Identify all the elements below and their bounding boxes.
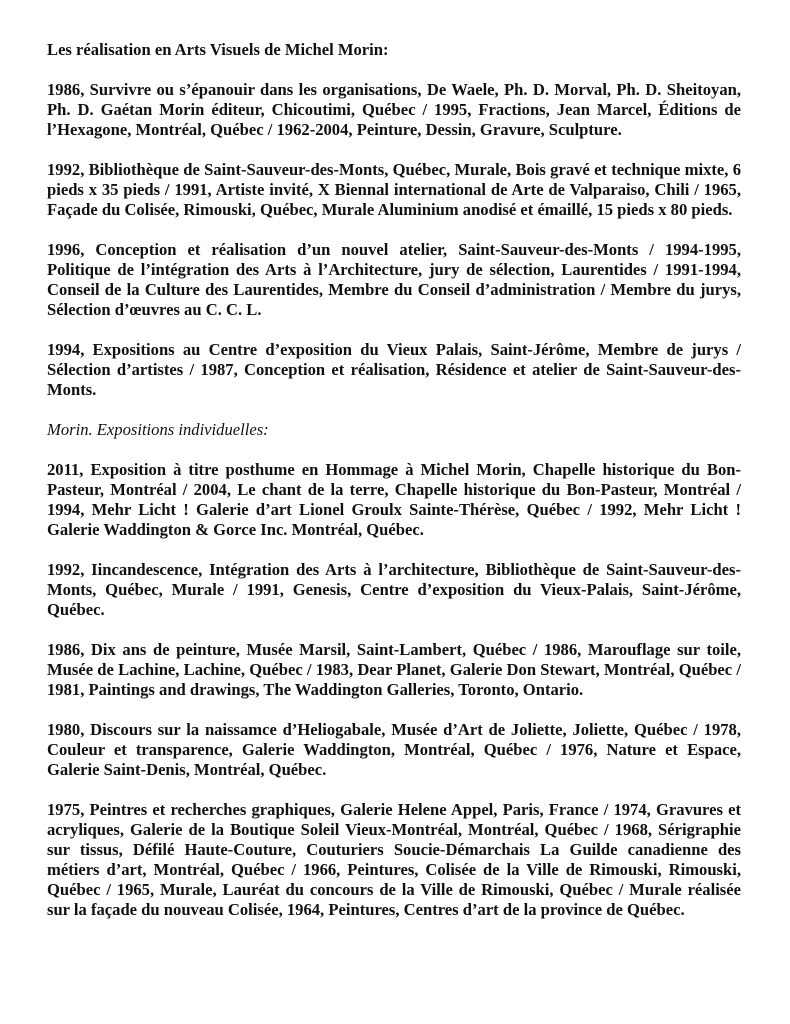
exposition-paragraph: 2011, Exposition à titre posthume en Hommage à Michel Morin, Chapelle historique du Bon-Pasteur, Montréal / 2004, Le chant de la terre, Chapelle historique du Bon-Pasteur, Montréal / 1994, Mehr Licht ! Galerie d’art Lionel Groulx Sainte-Thérèse, Québec / 1992, Mehr Licht ! Galerie Waddington & Gorce Inc. Montréal, Québec. — [47, 460, 741, 539]
expositions-section — [47, 460, 741, 920]
exposition-paragraph: 1986, Dix ans de peinture, Musée Marsil, Saint-Lambert, Québec / 1986, Marouflage sur toile, Musée de Lachine, Lachine, Québec / 1983, Dear Planet, Galerie Don Stewart, Montréal, Québec / 1981, Paintings and drawings, The Waddington Galleries, Toronto, Ontario. — [47, 640, 741, 699]
exposition-paragraph: 1992, Iincandescence, Intégration des Arts à l’architecture, Bibliothèque de Saint-Sauveur-des-Monts, Québec, Murale / 1991, Genesis, Centre d’exposition du Vieux-Palais, Saint-Jérôme, Québec. — [47, 560, 741, 619]
realisation-paragraph: 1986, Survivre ou s’épanouir dans les organisations, De Waele, Ph. D. Morval, Ph. D. Sheitoyan, Ph. D. Gaétan Morin éditeur, Chicoutimi, Québec / 1995, Fractions, Jean Marcel, Éditions de l’Hexagone, Montréal, Québec / 1962-2004, Peinture, Dessin, Gravure, Sculpture. — [47, 80, 741, 139]
realisation-paragraph: 1994, Expositions au Centre d’exposition du Vieux Palais, Saint-Jérôme, Membre de jurys / Sélection d’artistes / 1987, Conception et réalisation, Résidence et atelier de Saint-Sauveur-des-Monts. — [47, 340, 741, 399]
document-title: Les réalisation en Arts Visuels de Michel Morin: — [47, 40, 389, 59]
expositions-heading: Morin. Expositions individuelles: — [47, 420, 269, 439]
realisations-section — [47, 80, 741, 400]
realisation-paragraph: 1992, Bibliothèque de Saint-Sauveur-des-Monts, Québec, Murale, Bois gravé et technique mixte, 6 pieds x 35 pieds / 1991, Artiste invité, X Biennal international de Arte de Valparaiso, Chili / 1965, Façade du Colisée, Rimouski, Québec, Murale Aluminium anodisé et émaillé, 15 pieds x 80 pieds. — [47, 160, 741, 219]
exposition-paragraph: 1975, Peintres et recherches graphiques, Galerie Helene Appel, Paris, France / 1974, Gravures et acryliques, Galerie de la Boutique Soleil Vieux-Montréal, Montréal, Québec / 1968, Sérigraphie sur tissus, Défilé Haute-Couture, Couturiers Soucie-Démarchais La Guilde canadienne des métiers d’art, Montréal, Québec / 1966, Peintures, Colisée de la Ville de Rimouski, Rimouski, Québec / 1965, Murale, Lauréat du concours de la Ville de Rimouski, Québec / Murale réalisée sur la façade du nouveau Colisée, 1964, Peintures, Centres d’art de la province de Québec. — [47, 800, 741, 919]
exposition-paragraph: 1980, Discours sur la naissamce d’Heliogabale, Musée d’Art de Joliette, Joliette, Québec / 1978, Couleur et transparence, Galerie Waddington, Montréal, Québec / 1976, Nature et Espace, Galerie Saint-Denis, Montréal, Québec. — [47, 720, 741, 779]
realisation-paragraph: 1996, Conception et réalisation d’un nouvel atelier, Saint-Sauveur-des-Monts / 1994-1995, Politique de l’intégration des Arts à l’Architecture, jury de sélection, Laurentides / 1991-1994, Conseil de la Culture des Laurentides, Membre du Conseil d’administration / Membre du jurys, Sélection d’œuvres au C. C. L. — [47, 240, 741, 319]
document-page — [47, 40, 741, 940]
